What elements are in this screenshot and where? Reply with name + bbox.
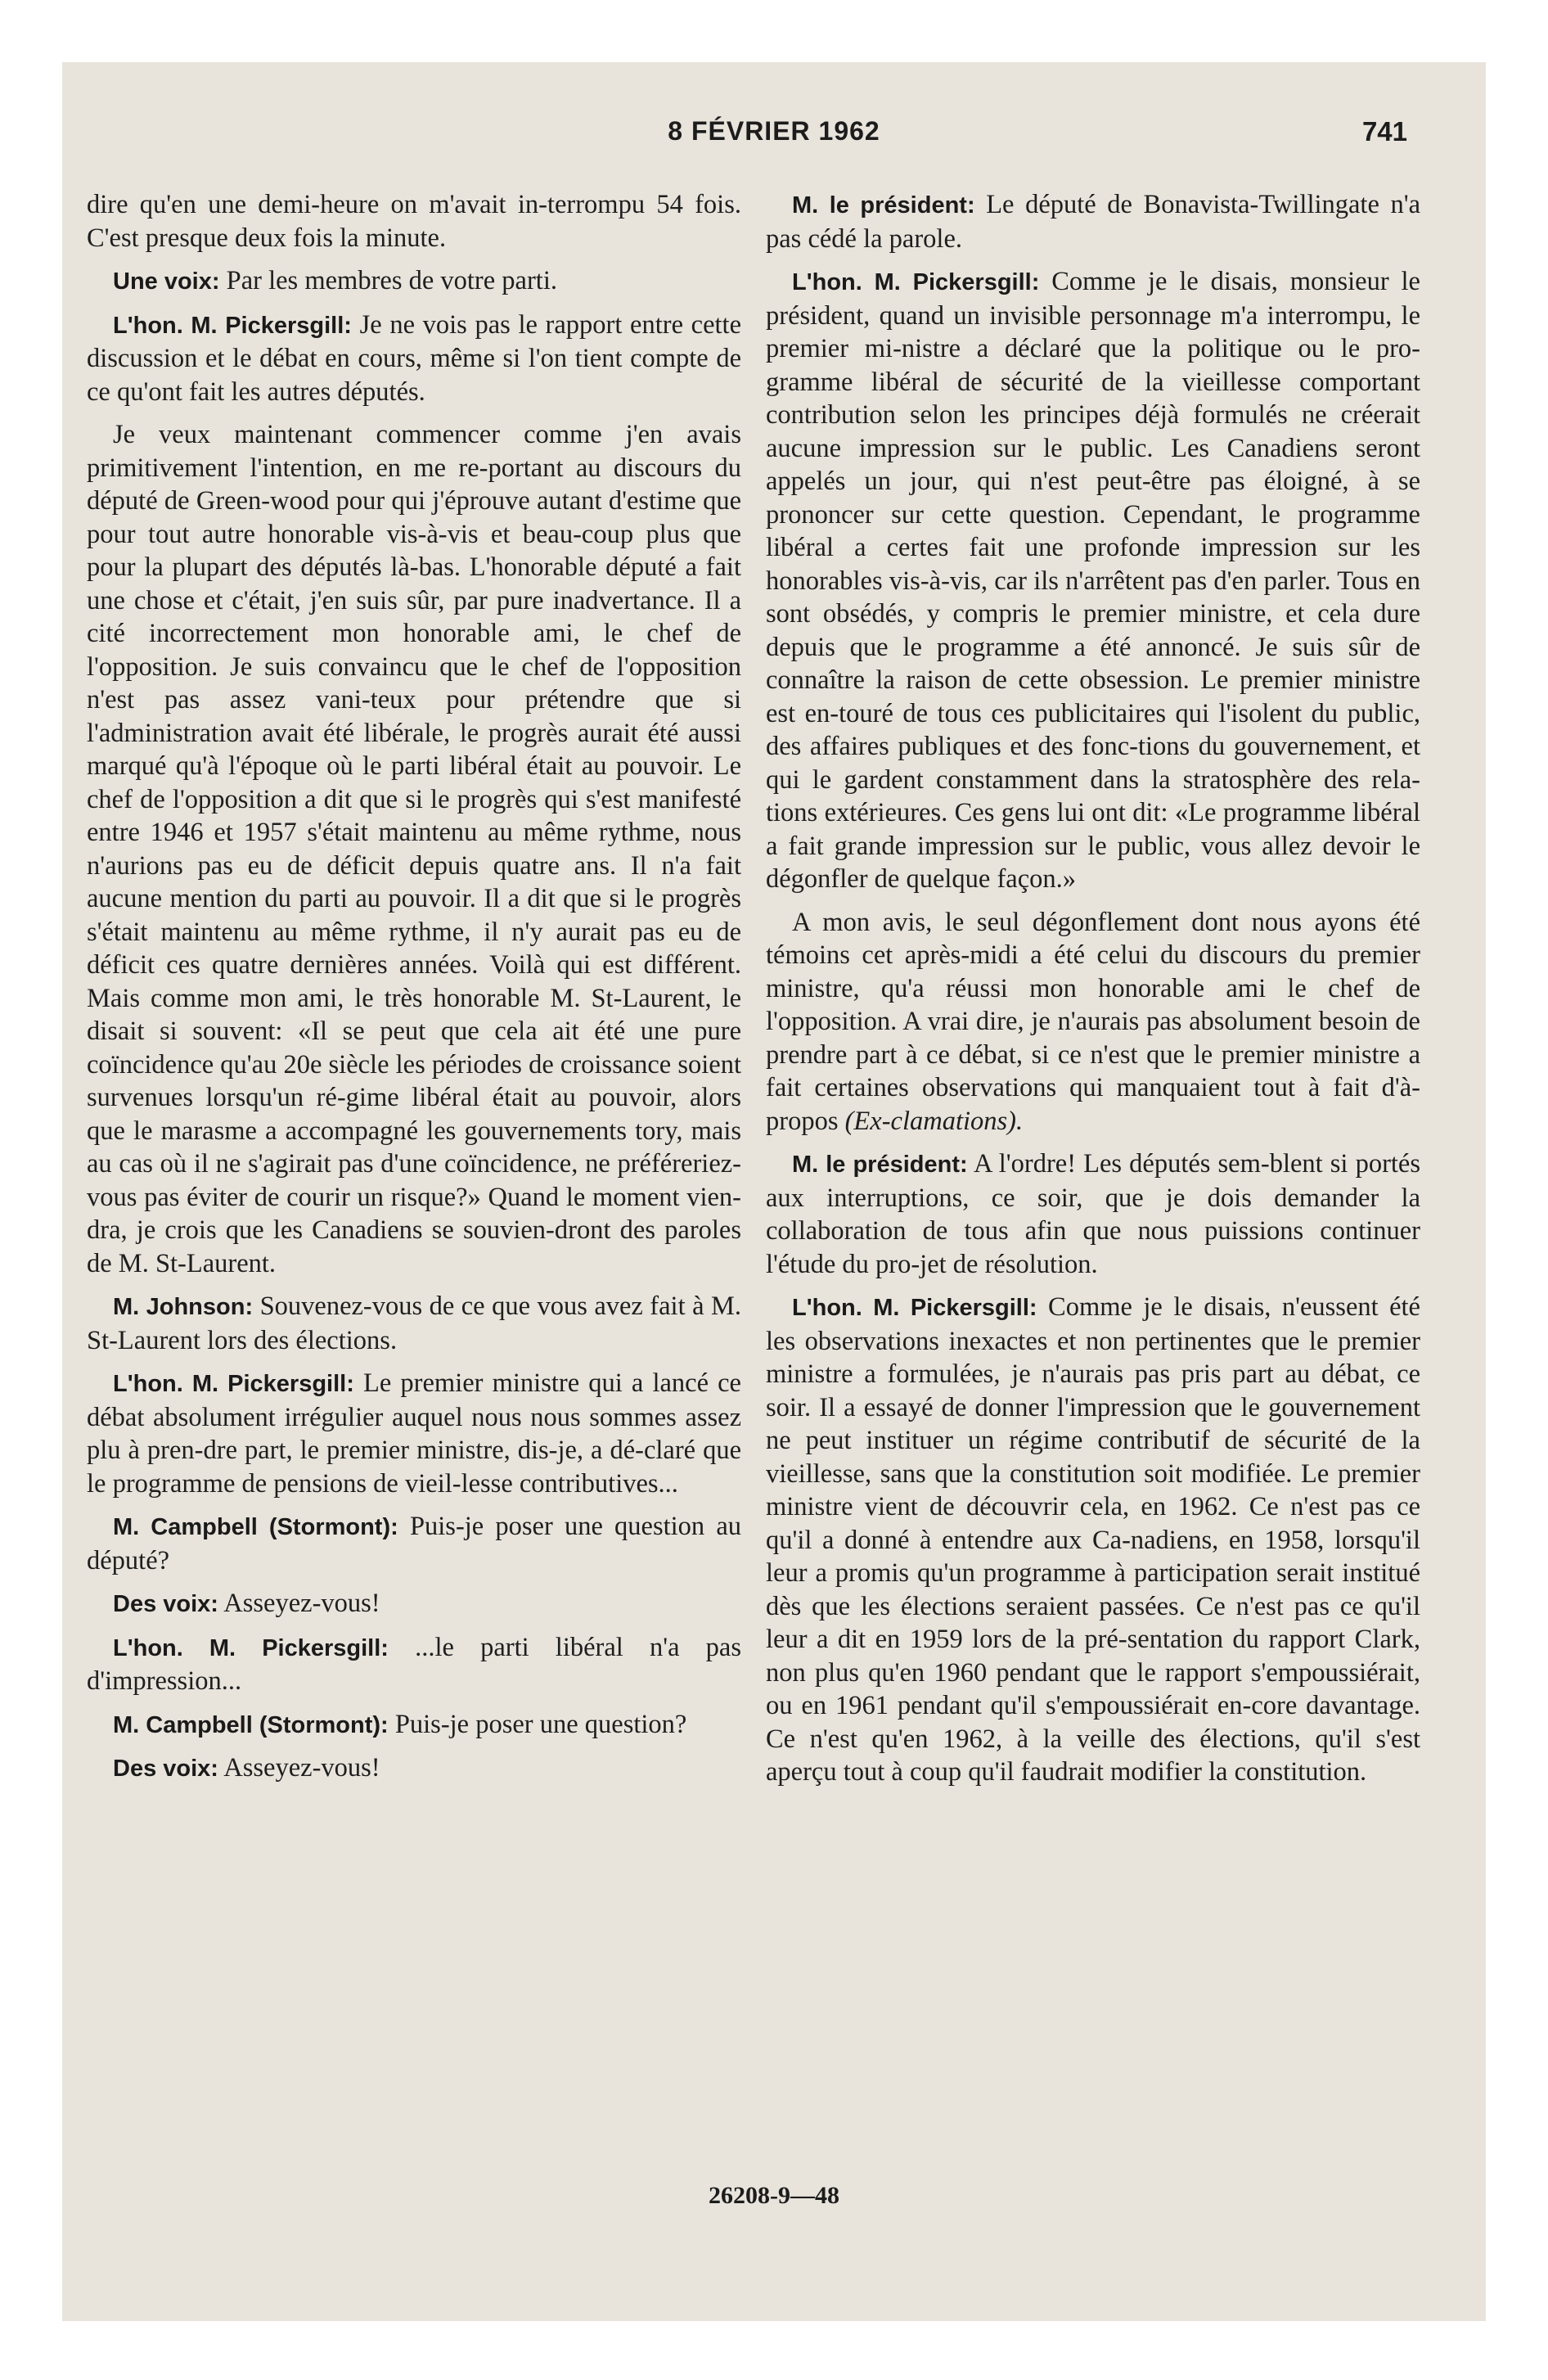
paragraph [766,906,1420,1138]
speech-text: Comme je le disais, monsieur le président, quand un invisible personnage m'a interrompu, le premier mi-nistre a déclaré que la politique ou le pro-gramme libéral de sécurité de la vieillesse comportant contribution selon les principes déjà formulés ne créerait aucune impression sur le public. Les Canadiens seront appelés un jour, qui n'est peut-être pas éloigné, à se prononcer sur cette question. Cependant, le programme libéral a certes fait une profonde impression sur les honorables vis-à-vis, car ils n'arrêtent pas d'en parler. Tous en sont obsédés, y compris le premier ministre, et cela dure depuis que le programme a été annoncé. Je suis sûr de connaître la raison de cette obsession. Le premier ministre est en-touré de tous ces publicitaires qui l'isolent du public, des affaires publiques et des fonc-tions du gouvernement, et qui le gardent constamment dans la stratosphère des rela-tions extérieures. Ces gens lui ont dit: «Le programme libéral a fait grande impression sur le public, vous allez devoir le dégonfler de quelque façon.» [766,267,1420,894]
speaker-name: M. le président: [792,1152,968,1178]
page-number: 741 [1361,116,1407,146]
speech-text: Par les membres de votre parti. [219,266,557,295]
speech-text: Le premier ministre qui a lancé ce débat absolument irrégulier auquel nous nous sommes assez plu à pren-dre part, le premier ministre, dis-je, a dé-claré que le programme de pensions de vieil-lesse contributives... [87,1368,741,1499]
speaker-name: L'hon. M. Pickersgill: [792,1295,1037,1321]
right-column [766,188,1420,1799]
paragraph [766,265,1420,896]
speaker-name: M. Johnson: [113,1294,254,1320]
speech-text: Puis-je poser une question? [388,1709,687,1739]
speaker-name: L'hon. M. Pickersgill: [113,312,352,339]
speech-text: Asseyez-vous! [218,1753,380,1783]
speaker-name: L'hon. M. Pickersgill: [792,269,1040,295]
paragraph [87,1367,741,1500]
paragraph [87,309,741,409]
speaker-name: M. Campbell (Stormont): [113,1711,389,1738]
paragraph: dire qu'en une demi-heure on m'avait in-terrompu 54 fois. C'est presque deux fois la minute. [87,190,741,253]
speech-text: Asseyez-vous! [218,1589,380,1618]
speech-text: A mon avis, le seul dégonflement dont nous ayons été témoins cet après-midi a été celui du discours du premier ministre, qu'a réussi mon honorable ami le chef de l'opposition. A vrai dire, je n'aurais pas absolument besoin de prendre part à ce débat, si ce n'est que le premier ministre a fait certaines observations qui manquaient tout à fait d'à-propos [766,907,1420,1136]
speech-text: Puis-je poser une question au député? [87,1512,741,1575]
paragraph [87,1708,741,1742]
speaker-name: M. Campbell (Stormont): [113,1514,398,1540]
page-header [0,116,1548,157]
speaker-name: L'hon. M. Pickersgill: [113,1371,354,1397]
paragraph [766,1291,1420,1789]
speech-text: Comme je le disais, n'eussent été les observations inexactes et non pertinentes que le premier ministre a formulées, je n'aurais pas pris part au débat, ce soir. Il a essayé de donner l'impression que le gouvernement ne peut instituer un régime contributif de sécurité de la vieillesse, sans que la constitution soit modifiée. Le premier ministre vient de découvrir cela, en 1962. Ce n'est pas ce qu'il a donné à entendre aux Ca-nadiens, en 1958, lorsqu'il leur a promis qu'un programme à participation serait institué dès que les élections seraient passées. Ce n'est pas ce qu'il leur a dit en 1959 lors de la pré-sentation du rapport Clark, non plus qu'en 1960 pendant que le rapport s'empoussiérait, ou en 1961 pendant qu'il s'empoussiérait en-core davantage. Ce n'est qu'en 1962, à la veille des élections, qu'il s'est aperçu tout à coup qu'il faudrait modifier la constitution. [766,1292,1420,1787]
speech-text: Je ne vois pas le rapport entre cette discussion et le débat en cours, même si l'on tient compte de ce qu'ont fait les autres députés. [87,309,741,407]
speech-text: Souvenez-vous de ce que vous avez fait à M. St-Laurent lors des élections. [87,1291,741,1355]
paragraph [87,1290,741,1357]
paragraph [87,1751,741,1786]
printer-signature: 26208-9—48 [709,2182,839,2209]
paragraph: Je veux maintenant commencer comme j'en avais primitivement l'intention, en me re-portant au discours du député de Green-wood pour qui j'éprouve autant d'estime que pour tout autre honorable vis-à-vis et beau-coup plus que pour la plupart des députés là-bas. L'honorable député a fait une chose et c'était, j'en suis sûr, par pure inadvertance. Il a cité incorrectement mon honorable ami, le chef de l'opposition. Je suis convaincu que le chef de l'opposition n'est pas assez vani-teux pour prétendre que si l'administration avait été libérale, le progrès aurait été aussi marqué qu'à l'époque où le parti libéral était au pouvoir. Le chef de l'opposition a dit que si le progrès qui s'est manifesté entre 1946 et 1957 s'était maintenu au même rythme, nous n'aurions pas eu de déficit depuis quatre ans. Il n'a fait aucune mention du parti au pouvoir. Il a dit que si le progrès s'était maintenu au même rythme, il n'y aurait pas eu de déficit ces quatre dernières années. Voilà qui est différent. Mais comme mon ami, le très honorable M. St-Laurent, le disait si souvent: «Il se peut que cela ait été une pure coïncidence qu'au 20e siècle les périodes de croissance soient survenues lorsqu'un ré-gime libéral était au pouvoir, alors que le marasme a accompagné les gouvernements tory, mais au cas où il ne s'agirait pas d'une coïncidence, ne préféreriez-vous pas éviter de courir un risque?» Quand le moment vien-dra, je crois que les Canadiens se souvien-dront des paroles de M. St-Laurent. [87,420,741,1278]
speech-text: A l'ordre! Les députés sem-blent si portés aux interruptions, ce soir, que je dois demander la collaboration de tous afin que nous puissions continuer l'étude du pro-jet de résolution. [766,1149,1420,1279]
page-date: 8 FÉVRIER 1962 [668,116,880,146]
paragraph [766,188,1420,255]
stage-direction: (Ex-clamations). [844,1106,1024,1136]
paragraph [87,1587,741,1621]
speech-text: ...le parti libéral n'a pas d'impression... [87,1632,741,1696]
speaker-name: Des voix: [113,1591,218,1617]
speaker-name: L'hon. M. Pickersgill: [113,1634,389,1661]
left-column [87,188,741,1796]
paragraph [766,1147,1420,1281]
speaker-name: M. le président: [792,192,975,219]
paragraph [87,264,741,299]
paragraph [87,1631,741,1698]
speaker-name: Des voix: [113,1756,218,1782]
speaker-name: Une voix: [113,268,220,295]
paragraph [87,1510,741,1577]
speech-text: Le député de Bonavista-Twillingate n'a pas cédé la parole. [766,190,1420,254]
